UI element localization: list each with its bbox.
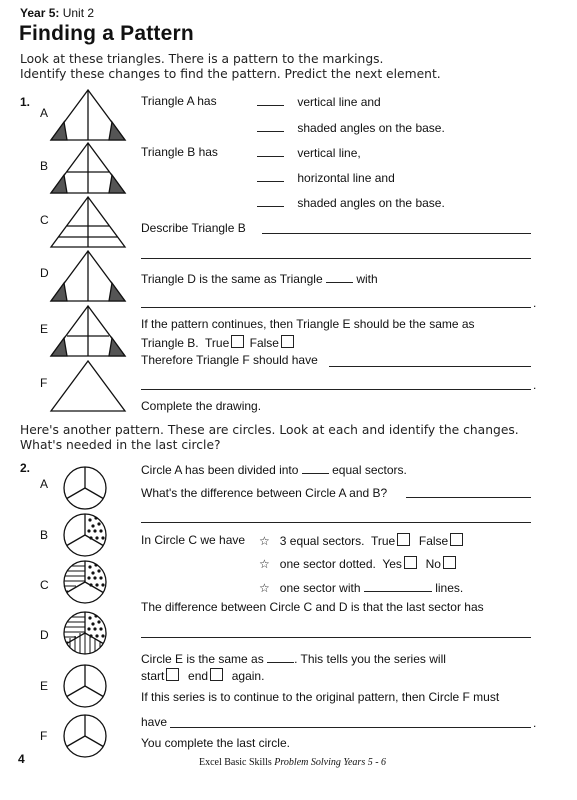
circle-label-f: F (40, 729, 48, 743)
triangle-label-b: B (40, 159, 49, 173)
answer-blank[interactable] (257, 94, 284, 106)
star-icon: ☆ (259, 581, 270, 595)
start-label: start (141, 669, 165, 683)
lines-text: lines. (435, 581, 464, 595)
book-title: Problem Solving Years 5 - 6 (274, 757, 387, 768)
answer-line[interactable] (141, 637, 531, 638)
triangle-a-row-2 (257, 120, 445, 135)
star-row-2 (259, 556, 458, 571)
one-sector-dotted-text: one sector dotted. (279, 557, 376, 571)
answer-blank[interactable] (257, 195, 284, 207)
question-number-1: 1. (20, 95, 31, 109)
page-title: Finding a Pattern (19, 22, 194, 45)
end-label: end (188, 669, 209, 683)
triangle-c (51, 197, 125, 247)
complete-drawing: Complete the drawing. (141, 399, 262, 413)
yes-checkbox[interactable] (404, 556, 417, 569)
circle-c (60, 561, 106, 603)
describe-triangle-b: Describe Triangle B (141, 221, 246, 235)
false-checkbox[interactable] (281, 335, 294, 348)
answer-blank[interactable] (326, 271, 353, 283)
circle-e (64, 665, 106, 707)
circle-a (64, 467, 106, 509)
answer-blank[interactable] (302, 462, 329, 474)
answer-blank[interactable] (257, 120, 284, 132)
equal-sectors-text: equal sectors. (332, 463, 407, 477)
answer-line[interactable] (329, 366, 531, 367)
answer-line[interactable] (262, 233, 531, 234)
circle-c-heading: In Circle C we have (141, 533, 246, 547)
false-label: False (249, 336, 279, 350)
end-checkbox[interactable] (210, 668, 223, 681)
triangle-b-vertical-text: vertical line, (297, 146, 361, 160)
triangle-b-ref: Triangle B. (141, 336, 199, 350)
answer-line[interactable] (141, 389, 531, 390)
answer-line[interactable] (141, 522, 531, 523)
triangle-b-heading: Triangle B has (141, 145, 218, 159)
answer-line[interactable] (170, 727, 531, 728)
question-number-2: 2. (20, 461, 31, 475)
triangle-a-heading: Triangle A has (141, 94, 217, 108)
triangle-label-f: F (40, 376, 48, 390)
intro-line-2: Identify these changes to find the pattern. Predict the next element. (20, 67, 441, 81)
no-label: No (425, 557, 441, 571)
triangle-b-row-2 (257, 170, 395, 185)
three-sectors-text: 3 equal sectors. (279, 534, 365, 548)
one-sector-with-text: one sector with (279, 581, 361, 595)
circle-a-text: Circle A has been divided into (141, 463, 299, 477)
triangle-f[interactable] (51, 361, 125, 411)
series-text: . This tells you the series will (294, 652, 446, 666)
triangle-a-shaded-text: shaded angles on the base. (297, 121, 445, 135)
false-label: False (418, 534, 449, 548)
answer-blank[interactable] (257, 145, 284, 157)
triangle-label-d: D (40, 266, 49, 280)
no-checkbox[interactable] (443, 556, 456, 569)
intro2-line-1: Here's another pattern. These are circles. Look at each and identify the changes. (20, 423, 519, 437)
triangle-d-text: Triangle D is the same as Triangle (141, 272, 323, 286)
star-row-1 (259, 533, 465, 548)
circle-a-question (141, 462, 407, 477)
circle-d (62, 612, 106, 656)
answer-line[interactable] (406, 497, 531, 498)
circle-e-question (141, 651, 446, 666)
triangle-label-e: E (40, 322, 49, 336)
circle-label-a: A (40, 477, 49, 491)
triangle-b (51, 143, 125, 193)
triangle-d-with: with (356, 272, 378, 286)
yes-label: Yes (382, 557, 402, 571)
true-label: True (370, 534, 396, 548)
book-footer (199, 757, 386, 768)
triangle-d-question (141, 271, 378, 286)
triangle-b-row-1 (257, 145, 361, 160)
true-label: True (205, 336, 230, 350)
answer-blank[interactable] (257, 170, 284, 182)
answer-blank[interactable] (267, 651, 294, 663)
triangle-label-c: C (40, 213, 49, 227)
star-icon: ☆ (259, 534, 270, 548)
start-end-row (141, 668, 264, 683)
continue-pattern-text: If this series is to continue to the original pattern, then Circle F must (141, 690, 500, 704)
star-icon: ☆ (259, 557, 270, 571)
answer-line[interactable] (141, 258, 531, 259)
circle-label-e: E (40, 679, 49, 693)
triangle-b-row-3 (257, 195, 445, 210)
have-label: have (141, 715, 168, 729)
triangle-a-row-1 (257, 94, 381, 109)
false-checkbox[interactable] (450, 533, 463, 546)
start-checkbox[interactable] (166, 668, 179, 681)
triangle-a-vertical-text: vertical line and (297, 95, 381, 109)
period: . (533, 378, 537, 392)
intro-line-1: Look at these triangles. There is a pattern to the markings. (20, 52, 384, 66)
triangle-label-a: A (40, 106, 49, 120)
difference-c-d: The difference between Circle C and D is that the last sector has (141, 600, 484, 614)
complete-last-circle: You complete the last circle. (141, 736, 290, 750)
book-series: Excel Basic Skills (199, 757, 272, 768)
circle-a-b-difference: What's the difference between Circle A and B? (141, 486, 388, 500)
year-label: Year 5: (20, 6, 60, 20)
triangle-e (51, 306, 125, 356)
circle-b (64, 514, 106, 556)
triangle-d (51, 251, 125, 301)
again-label: again. (231, 669, 265, 683)
circle-f[interactable] (64, 715, 106, 757)
page-number: 4 (18, 752, 25, 766)
triangle-f-should-have: Therefore Triangle F should have (141, 353, 318, 367)
intro2-line-2: What's needed in the last circle? (20, 438, 221, 452)
circle-e-text: Circle E is the same as (141, 652, 264, 666)
circle-label-b: B (40, 528, 49, 542)
triangle-e-line-1: If the pattern continues, then Triangle E should be the same as (141, 317, 475, 331)
triangle-b-shaded-text: shaded angles on the base. (297, 196, 445, 210)
triangle-b-horizontal-text: horizontal line and (297, 171, 395, 185)
triangle-a (51, 90, 125, 140)
circle-label-d: D (40, 628, 49, 642)
unit-label: Unit 2 (62, 6, 95, 20)
period: . (533, 716, 537, 730)
circle-label-c: C (40, 578, 49, 592)
triangle-e-line-2 (141, 335, 296, 350)
star-row-3 (259, 580, 463, 595)
answer-line[interactable] (141, 307, 531, 308)
answer-blank[interactable] (364, 580, 432, 592)
true-checkbox[interactable] (397, 533, 410, 546)
period: . (533, 296, 537, 310)
true-checkbox[interactable] (231, 335, 244, 348)
